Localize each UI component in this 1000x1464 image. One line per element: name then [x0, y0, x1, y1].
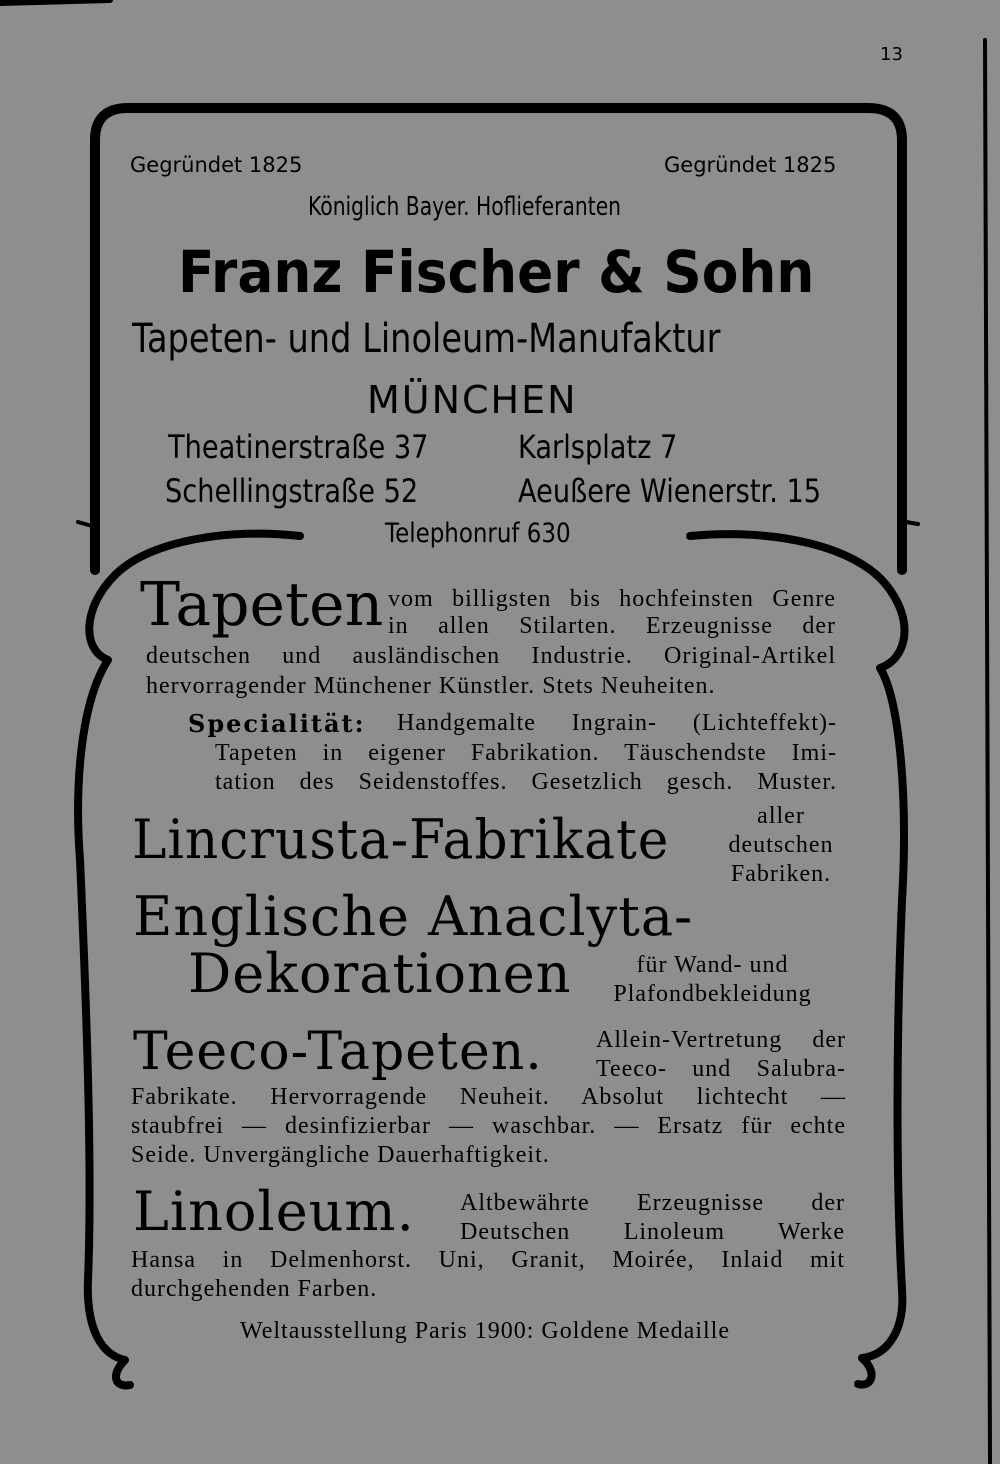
address-theatiner: Theatinerstraße 37 [168, 428, 429, 466]
address-wiener: Aeußere Wienerstr. 15 [518, 472, 822, 510]
linoleum-line-1: Altbewährte Erzeugnisse der [460, 1190, 845, 1216]
lincrusta-note-1: aller [757, 803, 805, 829]
exhibition-award: Weltausstellung Paris 1900: Goldene Medaille [240, 1318, 730, 1344]
teeco-line-2: Teeco- und Salubra- [596, 1056, 846, 1082]
lincrusta-heading: Lincrusta-Fabrikate [132, 808, 670, 871]
address-schelling: Schellingstraße 52 [165, 472, 419, 510]
lincrusta-note-3: Fabriken. [730, 861, 832, 887]
anaclyta-heading-1: Englische Anaclyta- [133, 885, 694, 948]
linoleum-line-4: durchgehenden Farben. [131, 1276, 378, 1302]
founded-left: Gegründet 1825 [130, 153, 303, 177]
linoleum-heading: Linoleum. [133, 1180, 415, 1243]
teeco-heading: Teeco-Tapeten. [133, 1022, 543, 1082]
specialitaet-line-3: tation des Seidenstoffes. Gesetzlich gesch. Muster. [215, 769, 837, 795]
specialitaet-label: Specialität: [188, 709, 366, 738]
tapeten-line-1: vom billigsten bis hochfeinsten Genre [388, 586, 836, 612]
teeco-line-4: staubfrei — desinfizierbar — waschbar. — Ersatz für echte [131, 1113, 846, 1139]
teeco-line-5: Seide. Unvergängliche Dauerhaftigkeit. [131, 1142, 550, 1168]
anaclyta-note-1: für Wand- und [636, 952, 789, 978]
phone-line: Telephonruf 630 [385, 518, 571, 549]
lincrusta-note-2: deutschen [728, 832, 834, 858]
specialitaet-line-1: Handgemalte Ingrain- (Lichteffekt)- [397, 710, 837, 736]
purveyor-line: Königlich Bayer. Hoflieferanten [308, 192, 622, 222]
anaclyta-note-2: Plafondbekleidung [613, 981, 812, 1007]
specialitaet-line-2: Tapeten in eigener Fabrikation. Täuschendste Imi- [215, 740, 837, 766]
linoleum-line-2: Deutschen Linoleum Werke [460, 1219, 845, 1245]
anaclyta-heading-2: Dekorationen [188, 942, 572, 1005]
trade-line: Tapeten- und Linoleum-Manufaktur [132, 316, 721, 362]
city-name: MÜNCHEN [367, 378, 578, 422]
linoleum-line-3: Hansa in Delmenhorst. Uni, Granit, Moirée, Inlaid mit [131, 1247, 845, 1273]
tapeten-heading: Tapeten [140, 570, 384, 640]
tapeten-line-2: in allen Stilarten. Erzeugnisse der [388, 613, 836, 639]
teeco-line-1: Allein-Vertretung der [596, 1027, 846, 1053]
founded-right: Gegründet 1825 [664, 153, 837, 177]
tapeten-line-3: deutschen und ausländischen Industrie. Original-Artikel [146, 643, 836, 669]
company-name: Franz Fischer & Sohn [178, 238, 815, 306]
page-number: 13 [880, 44, 903, 65]
tapeten-line-4: hervorragender Münchener Künstler. Stets Neuheiten. [146, 673, 716, 699]
address-karlsplatz: Karlsplatz 7 [518, 428, 678, 466]
teeco-line-3: Fabrikate. Hervorragende Neuheit. Absolut lichtecht — [131, 1084, 846, 1110]
